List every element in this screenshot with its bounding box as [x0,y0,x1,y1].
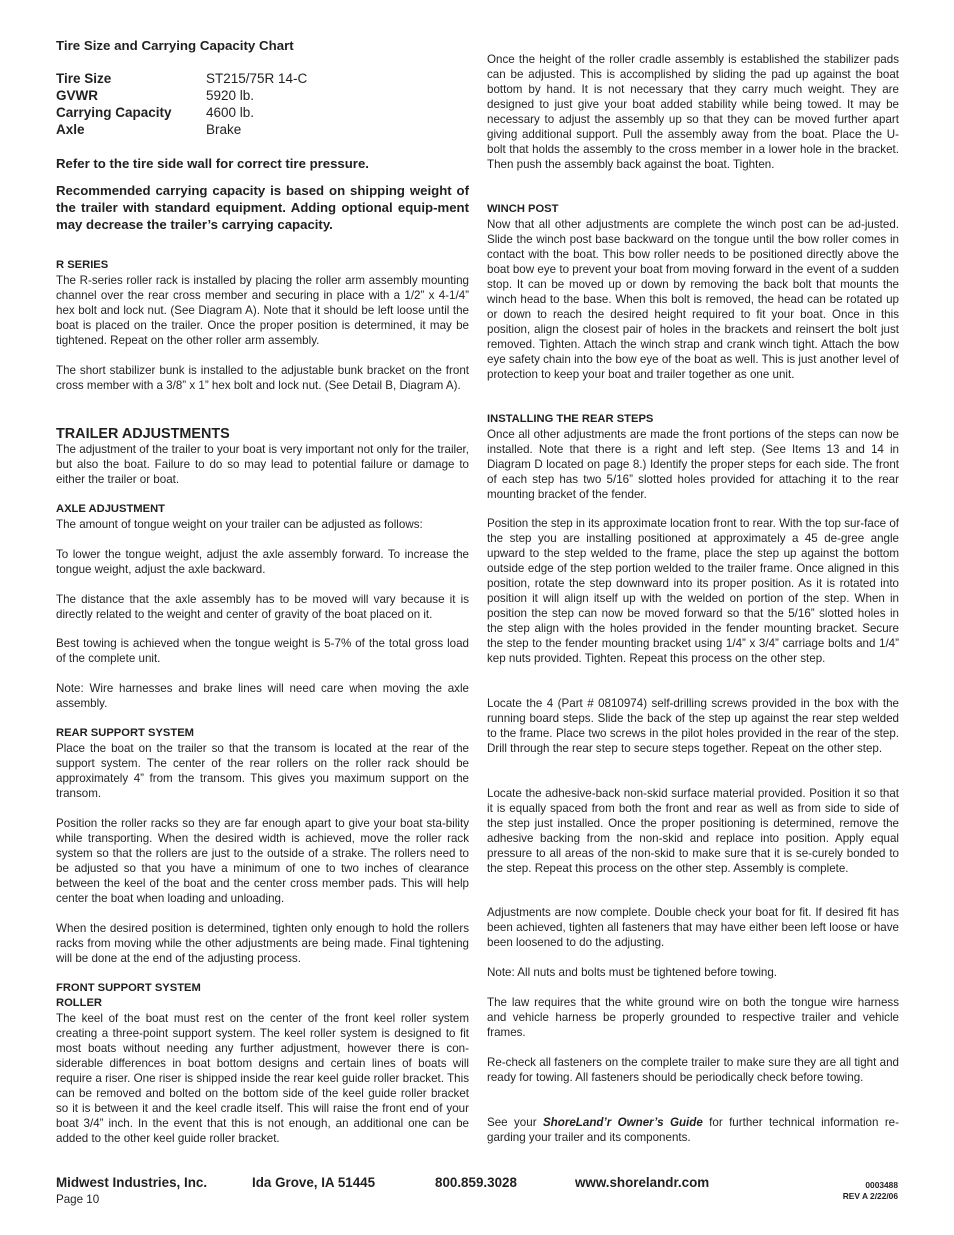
text: for further technical information re-garding your trailer and its components. [487,1116,899,1144]
revision: REV A 2/22/06 [842,1191,898,1201]
paragraph: Note: All nuts and bolts must be tightened before towing. [487,966,778,979]
paragraph: Position the step in its approximate location front to rear. With the top sur-face of the step you are installing positioned at approximately a 45 de-gree angle upward to the step welded to the frame, place the step up against the bottom outside edge of the step portion welded to the trailer frame. Once aligned in this position, rotate the step downward into its proper position. As it is rotated into position it will align itself up with the welded on portion of the step. When in position the step can now be moved forward so that the 5/16” slotted holes in the step align with the holes provided in the fender mounting bracket. Secure the step to the fender mounting bracket using 1/4” x 3/4” carriage bolts and 1/4” kep nuts provided. Tighten. Repeat this process on the other step. [487,517,899,665]
paragraph: Note: Wire harnesses and brake lines will need care when moving the axle assembly. [56,682,469,710]
paragraph: Position the roller racks so they are far enough apart to give your boat sta-bility while transporting. When the desired width is achieved, move the roller rack system so that the rollers are just to the outside of a strake. The rollers need to be adjusted so that you have a minimum of one to two inches of clearance between the keel of the boat and the center cross member pads. This will help center the boat when loading and unloading. [56,817,469,905]
tire-pressure-note: Refer to the tire side wall for correct tire pressure. [56,156,369,171]
paragraph: Adjustments are now complete. Double check your boat for fit. If desired fit has been achieved, tighten all fasteners that may have either been left loose or have been loosened to do the adjusting. [487,906,899,949]
owners-guide-title: ShoreLand’r Owner’s Guide [542,1116,703,1129]
section-heading-winch-post: WINCH POST [487,203,559,215]
paragraph: The adjustment of the trailer to your boat is very important not only for the trailer, but also the boat. Failure to do so may lead to potential failure or damage to either the trailer or boat. [56,443,469,486]
paragraph: The R-series roller rack is installed by placing the roller arm assembly mounting channel over the rear cross member and securing in place with a 1/2” x 4-1/4” hex bolt and lock nut. (See Diagram A). Note that it should be left loose until the boat is placed on the trailer. Once the proper position is determined, it may be tightened. Repeat on the other roller arm assembly. [56,274,469,347]
capacity-note: Recommended carrying capacity is based on shipping weight of the trailer with standard equipment. Adding optional equip-ment may decrease the trailer’s carrying capacity. [56,183,469,232]
chart-title: Tire Size and Carrying Capacity Chart [56,38,294,53]
paragraph: Once all other adjustments are made the front portions of the steps can now be installed. Note that there is a right and left step. (See Items 13 and 14 in Diagram D located on page 8.) Identify the proper steps for each side. The front of each step has two 5/16” slotted holes provided for attaching it to the rear mounting bracket of the fender. [487,428,899,501]
paragraph: The law requires that the white ground wire on both the tongue wire harness and vehicle harness be properly grounded to respective trailer and vehicle frames. [487,996,899,1039]
owners-guide-paragraph [487,1115,899,1145]
spec-label: Carrying Capacity [56,105,172,120]
paragraph: Now that all other adjustments are complete the winch post can be ad-justed. Slide the winch post base backward on the tongue until the bow roller comes in contact with the boat. This bow roller needs to be positioned directly above the boat bow eye to prevent your boat from moving forward in the event of a sudden stop. It can be moved up or down by removing the back bolt that mounts the winch head to the base. When this bolt is removed, the head can be rotated up or down to reach the desired height required to fit your boat. Once in this position, align the closest pair of holes in the brackets and reinsert the bolt just removed. Tighten. Attach the winch strap and crank winch tight. Attach the bow eye safety chain into the bow eye of the boat as well. This is just another level of protection to keep your boat and trailer together as one unit. [487,218,899,381]
spec-label: Axle [56,122,85,137]
spec-label: Tire Size [56,71,112,86]
paragraph: The distance that the axle assembly has to be moved will vary because it is directly related to the weight and center of gravity of the boat placed on it. [56,593,469,621]
paragraph: Re-check all fasteners on the complete trailer to make sure they are all tight and ready for towing. All fasteners should be periodically check before towing. [487,1056,899,1084]
page-number: Page 10 [56,1193,100,1206]
section-heading-trailer-adjustments: TRAILER ADJUSTMENTS [56,426,230,442]
paragraph: When the desired position is determined, tighten only enough to hold the rollers racks from moving while the other adjustments are being made. Final tightening will be done at the end of the adjusting process. [56,922,469,965]
section-subheading-roller: ROLLER [56,997,102,1009]
text: See your [487,1116,543,1129]
paragraph: Locate the 4 (Part # 0810974) self-drilling screws provided in the box with the running board steps. Slide the back of the step up against the rear step welded to the frame. Place two screws in the pilot holes provided in the rear of the step. Drill through the rear step to secure steps together. Repeat on the other step. [487,697,899,755]
doc-number: 0003488 [865,1180,898,1190]
spec-value: Brake [206,122,242,137]
section-heading-rear-support: REAR SUPPORT SYSTEM [56,727,194,739]
paragraph: Best towing is achieved when the tongue weight is 5-7% of the total gross load of the complete unit. [56,637,469,665]
footer-city: Ida Grove, IA 51445 [252,1175,376,1190]
section-heading-axle-adjustment: AXLE ADJUSTMENT [56,503,165,515]
paragraph: The short stabilizer bunk is installed to the adjustable bunk bracket on the front cross member with a 3/8” x 1” hex bolt and lock nut. (See Detail B, Diagram A). [56,364,469,392]
paragraph: To lower the tongue weight, adjust the axle assembly forward. To increase the tongue weight, adjust the axle backward. [56,548,469,576]
paragraph: Locate the adhesive-back non-skid surface material provided. Position it so that it is equally spaced from both the front and rear as well as from side to side of the step just installed. Once the proper positioning is determined, remove the adhesive backing from the non-skid and replace into position. Apply equal pressure to all areas of the non-skid to make sure that it is se-curely bonded to the step. Repeat this process on the other step. Assembly is complete. [487,787,899,875]
footer-phone: 800.859.3028 [435,1175,517,1190]
spec-value: 5920 lb. [206,88,255,103]
spec-value: ST215/75R 14-C [206,71,308,86]
section-heading-r-series: R SERIES [56,259,109,271]
paragraph: Place the boat on the trailer so that the transom is located at the rear of the support system. The center of the rear rollers on the roller rack should be approximately 4” from the transom. This gives you maximum support on the transom. [56,742,469,800]
paragraph: The amount of tongue weight on your trailer can be adjusted as follows: [56,518,423,531]
footer-company: Midwest Industries, Inc. [56,1175,208,1190]
paragraph: Once the height of the roller cradle assembly is established the stabilizer pads can be adjusted. This is accomplished by sliding the pad up against the boat bottom by hand. It is not necessary that they carry much weight. They are designed to just give your boat added stability while being towed. It may be necessary to adjust the assembly up so that they can be moved further apart giving additional support. Pull the assembly away from the boat. Place the U-bolt that holds the assembly to the cross member in a lower hole in the bracket. Then push the assembly back against the boat. Tighten. [487,53,899,171]
footer-website: www.shorelandr.com [575,1175,710,1190]
spec-value: 4600 lb. [206,105,255,120]
section-heading-front-support: FRONT SUPPORT SYSTEM [56,982,201,994]
paragraph: The keel of the boat must rest on the center of the front keel roller system creating a three-point support system. The keel roller system is designed to fit most boats without needing any further adjustment, however there is con-siderable differences in boat bottom designs and certain lines of boats will require a riser. One riser is shipped inside the rear keel guide roller bracket. This can be removed and bolted on the bottom side of the keel guide roller bracket so it is between it and the keel cradle itself. This will raise the front end of your boat 3/4” inch. In the event that this is not enough, an additional one can be added to the other keel guide roller bracket. [56,1012,469,1145]
section-heading-rear-steps: INSTALLING THE REAR STEPS [487,413,654,425]
spec-label: GVWR [56,88,98,103]
